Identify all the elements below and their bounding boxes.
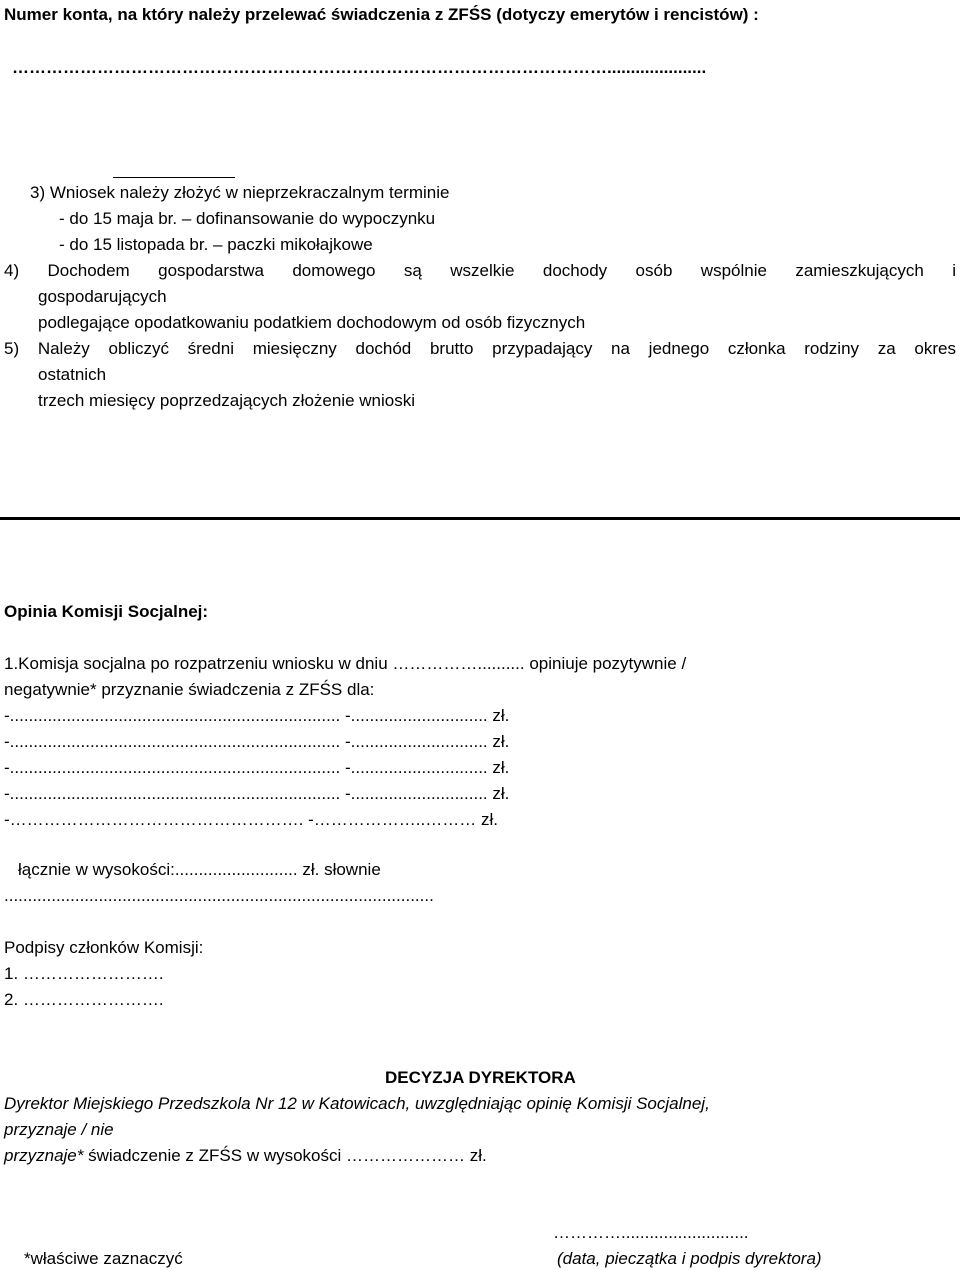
decision-heading: DECYZJA DYREKTORA	[385, 1068, 576, 1087]
footnote-4-line2: gospodarujących	[38, 287, 167, 306]
benefit-row: -……………………………………………. -………………..……… zł.	[4, 810, 498, 829]
decision-line1: Dyrektor Miejskiego Przedszkola Nr 12 w Katowicach, uwzględniając opinię Komisji Socjalnej,	[4, 1094, 710, 1113]
account-number-dots: …………………………………………………………………………………………….....................	[12, 58, 707, 77]
decision-line3	[4, 1145, 487, 1167]
total-amount-line: łącznie w wysokości:.......................... zł. słownie	[18, 860, 381, 879]
footnote-mark: *właściwe zaznaczyć	[24, 1249, 183, 1268]
benefit-row: -...................................................................... -............................. zł.	[4, 706, 510, 725]
signature-2: 2. …………………….	[4, 990, 164, 1009]
benefit-row: -...................................................................... -............................. zł.	[4, 784, 510, 803]
opinion-heading: Opinia Komisji Socjalnej:	[4, 602, 209, 621]
opinion-line2: negatywnie* przyznanie świadczenia z ZFŚS dla:	[4, 680, 375, 699]
decision-line2: przyznaje / nie	[4, 1120, 114, 1139]
signature-1: 1. …………………….	[4, 964, 164, 983]
footnote-3-line2: - do 15 maja br. – dofinansowanie do wypoczynku	[59, 209, 436, 228]
director-signature-label: (data, pieczątka i podpis dyrektora)	[557, 1249, 822, 1268]
footnote-4-line1: 4) Dochodem gospodarstwa domowego są wszelkie dochody osób wspólnie zamieszkujących i	[4, 261, 956, 280]
decision-line3-italic: przyznaje*	[4, 1146, 84, 1165]
director-signature-dots: …………...........................	[553, 1223, 749, 1242]
footnote-3-line1: 3) Wniosek należy złożyć w nieprzekraczalnym terminie	[30, 183, 450, 202]
signatures-label: Podpisy członków Komisji:	[4, 938, 204, 957]
footnote-5-line1: 5) Należy obliczyć średni miesięczny dochód brutto przypadający na jednego członka rodziny za okres	[4, 339, 956, 358]
footnote-5-line3: trzech miesięcy poprzedzających złożenie wnioski	[38, 391, 415, 410]
account-title: Numer konta, na który należy przelewać świadczenia z ZFŚS (dotyczy emerytów i rencistów) :	[4, 5, 759, 24]
footnote-4-line3: podlegające opodatkowaniu podatkiem dochodowym od osób fizycznych	[38, 313, 586, 332]
footnote-5-line2: ostatnich	[38, 365, 107, 384]
opinion-line1: 1.Komisja socjalna po rozpatrzeniu wniosku w dniu …………….......... opiniuje pozytywnie /	[4, 654, 687, 673]
benefit-row: -...................................................................... -............................. zł.	[4, 732, 510, 751]
footnote-separator	[113, 177, 235, 178]
total-words-dots: ...........................................................................................	[4, 886, 434, 905]
footnote-3-line3: - do 15 listopada br. – paczki mikołajkowe	[59, 235, 373, 254]
decision-line3-rest: świadczenie z ZFŚS w wysokości ………………… zł.	[83, 1146, 487, 1165]
section-divider	[0, 517, 960, 520]
benefit-row: -...................................................................... -............................. zł.	[4, 758, 510, 777]
